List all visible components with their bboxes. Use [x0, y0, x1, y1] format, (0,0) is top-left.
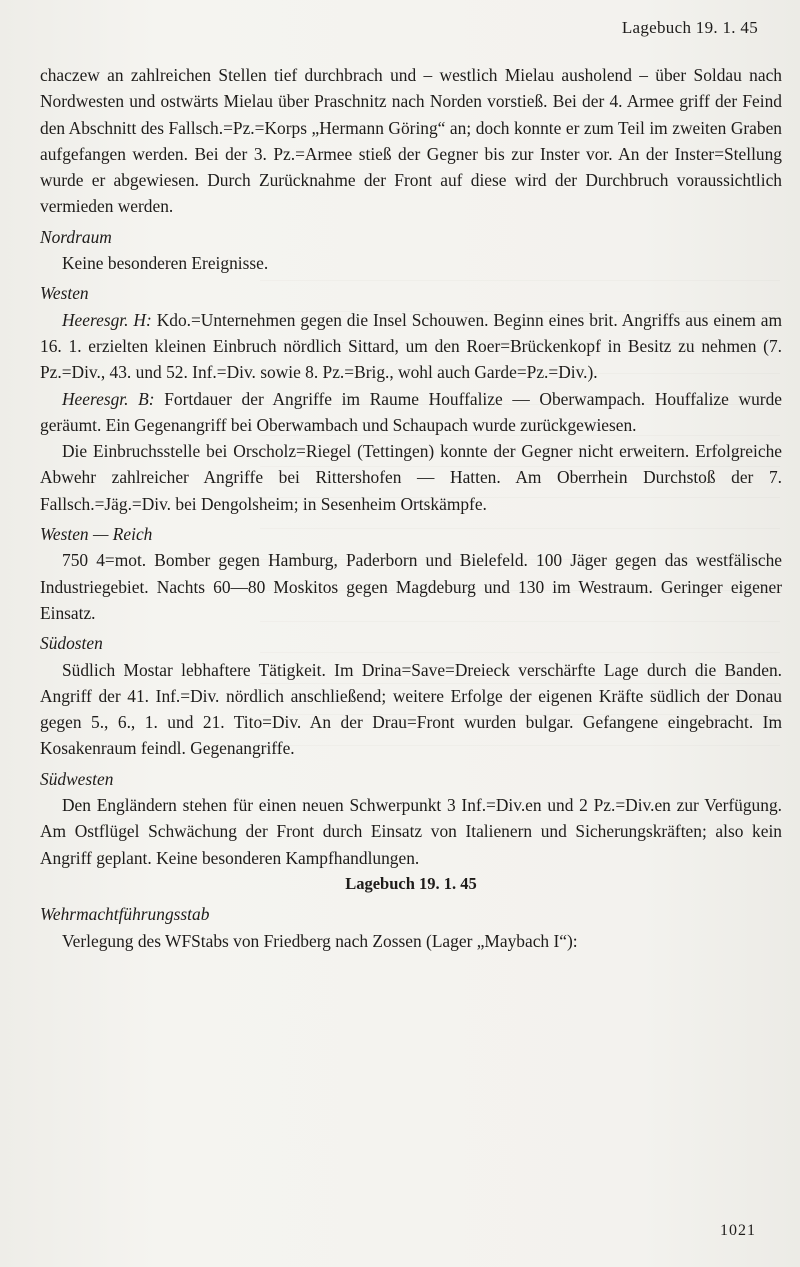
- body-text: [40, 62, 782, 954]
- paragraph-suedwesten: Den Engländern stehen für einen neuen Schwerpunkt 3 Inf.=Div.en und 2 Pz.=Div.en zur Verfügung. Am Ostflügel Schwächung der Front durch Einsatz von Italienern und Sicherungskräften; also kein Angriff geplant. Keine besonderen Kampfhandlungen.: [40, 795, 782, 868]
- section-heading-westen-reich: Westen — Reich: [40, 524, 153, 545]
- paragraph-suedosten: Südlich Mostar lebhaftere Tätigkeit. Im Drina=Save=Dreieck verschärfte Lage durch die Banden. Angriff der 41. Inf.=Div. nördlich anschließend; weitere Erfolge der eigenen Kräfte südlich der Donau gegen 5., 6., 1. und 21. Tito=Div. An der Drau=Front wurden bulgar. Gefangene eingebracht. Im Kosakenraum feindl. Gegenangriffe.: [40, 659, 782, 759]
- paragraph-westen-reich: 750 4=mot. Bomber gegen Hamburg, Paderborn und Bielefeld. 100 Jäger gegen das westfälische Industriegebiet. Nachts 60—80 Moskitos gegen Magdeburg und 130 im Westraum. Geringer eigener Einsatz.: [40, 550, 782, 623]
- section-heading-wehrmachtfuehrungsstab: Wehrmachtführungsstab: [40, 904, 210, 925]
- paragraph-orscholz: Die Einbruchsstelle bei Orscholz=Riegel (Tettingen) konnte der Gegner nicht erweitern. Erfolgreiche Abwehr zahlreicher Angriffe bei Rittershofen — Hatten. Am Oberrhein Durchstoß der 7. Fallsch.=Jäg.=Div. bei Dengolsheim; in Sesenheim Ortskämpfe.: [40, 441, 782, 514]
- text-heeresgruppe-b: Fortdauer der Angriffe im Raume Houffalize — Oberwampach. Houffalize wurde geräumt. Ein Gegenangriff bei Oberwambach und Schaupach wurde zurückgewiesen.: [40, 388, 782, 435]
- running-head: Lagebuch 19. 1. 45: [621, 18, 758, 37]
- label-heeresgruppe-h: Heeresgr. H:: [62, 309, 152, 330]
- section-heading-westen: Westen: [40, 283, 89, 304]
- label-heeresgruppe-b: Heeresgr. B:: [62, 388, 155, 409]
- paragraph-wehrmachtfuehrungsstab: Verlegung des WFStabs von Friedberg nach Zossen (Lager „Maybach I“):: [62, 930, 578, 951]
- page-number: 1021: [720, 1222, 756, 1239]
- paragraph-heeresgruppe-h: [40, 307, 782, 386]
- centered-section-heading: Lagebuch 19. 1. 45: [345, 873, 477, 893]
- paragraph-heeresgruppe-b: [40, 386, 782, 439]
- paragraph-continuation: chaczew an zahlreichen Stellen tief durchbrach und – westlich Mielau ausholend – über Soldau nach Nordwesten und ostwärts Mielau über Praschnitz nach Norden vorstieß. Bei der 4. Armee griff der Feind den Abschnitt des Fallsch.=Pz.=Korps „Hermann Göring“ an; doch konnte er zum Teil im zweiten Graben aufgefangen werden. Bei der 3. Pz.=Armee stieß der Gegner bis zur Inster vor. An der Inster=Stellung wurde er abgewiesen. Durch Zurücknahme der Front auf diese wird der Durchbruch voraussichtlich vermieden werden.: [40, 65, 782, 217]
- text-heeresgruppe-h: Kdo.=Unternehmen gegen die Insel Schouwen. Beginn eines brit. Angriffs aus einem am 16. 1. erzielten kleinen Einbruch nördlich Sittard, um den Roer=Brückenkopf in Besitz zu nehmen (7. Pz.=Div., 43. und 52. Inf.=Div. sowie 8. Pz.=Brig., wohl auch Garde=Pz.=Div.).: [40, 309, 783, 383]
- paragraph-nordraum: Keine besonderen Ereignisse.: [62, 253, 269, 274]
- section-heading-suedosten: Südosten: [40, 633, 103, 654]
- section-heading-nordraum: Nordraum: [40, 226, 112, 247]
- section-heading-suedwesten: Südwesten: [40, 768, 114, 789]
